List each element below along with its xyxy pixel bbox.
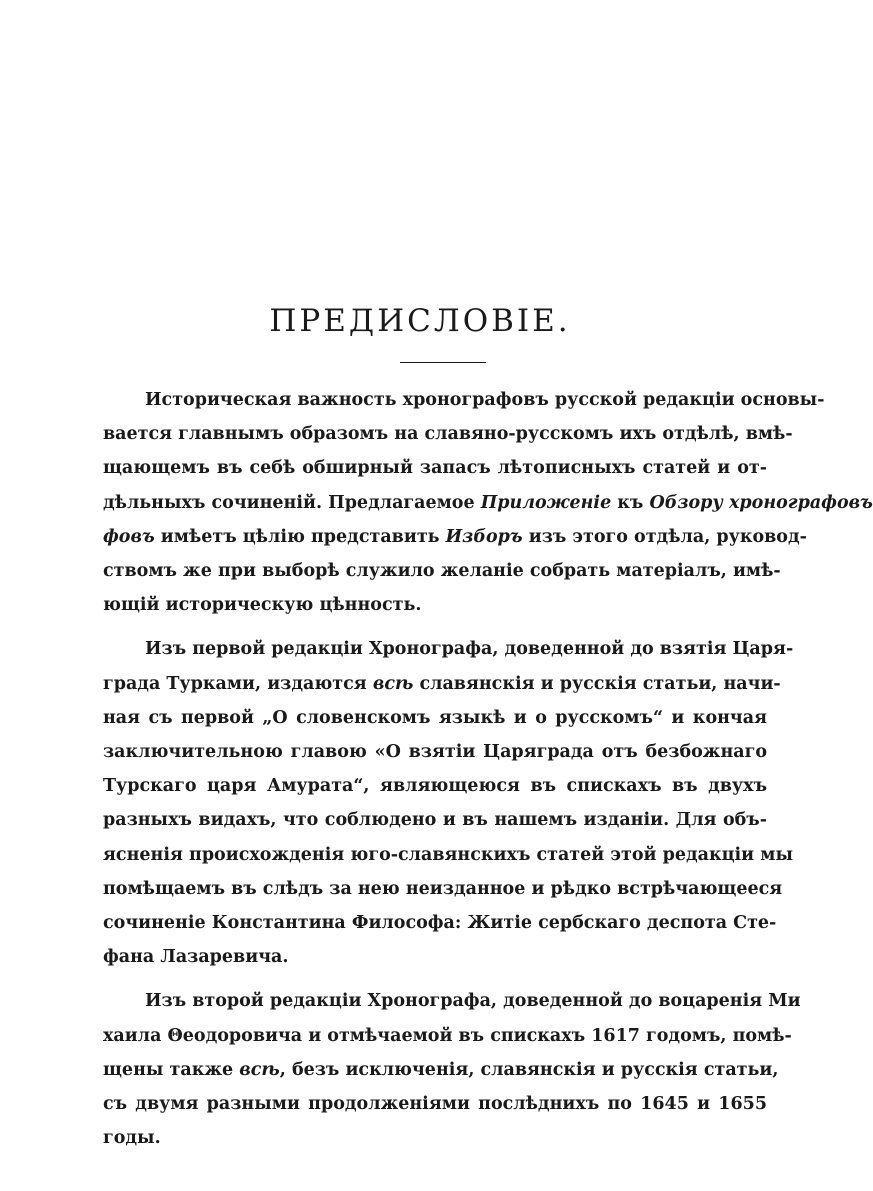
text-segment: съ двумя разными продолженіями послѣднихъ по 1645 и 1655 [103,1094,767,1115]
text-segment: дѣльныхъ сочиненій. Предлагаемое [103,492,481,513]
text-line [103,803,767,837]
text-segment: къ [611,492,650,513]
text-line [103,417,793,451]
text-line [103,1121,767,1155]
text-line [103,701,767,735]
text-line [103,520,807,554]
text-line [103,906,777,940]
text-line [103,984,801,1018]
paragraph [103,632,794,974]
text-line [103,1087,767,1121]
italic-segment: Изборъ [445,526,523,547]
italic-segment: всѣ [372,673,414,694]
page-title: ПРЕДИСЛОВІЕ. [269,303,571,339]
text-segment: хаила Θеодоровича и отмѣчаемой въ спискахъ 1617 годомъ, помѣ- [103,1025,792,1046]
text-segment: вается главнымъ образомъ на славяно-русскомъ ихъ отдѣлѣ, вмѣ- [103,424,793,445]
italic-segment: Обзору хронографовъ [649,492,873,513]
italic-segment: Приложеніе [480,492,612,513]
text-line [103,769,767,803]
text-segment: ясненія происхожденія юго-славянскихъ статей этой редакціи мы [103,844,794,865]
text-segment: помѣщаемъ въ слѣдъ за нею неизданное и рѣдко встрѣчающееся [103,878,783,899]
text-segment: Историческая важность хронографовъ русской редакціи основы- [145,390,825,410]
preface-text [103,383,873,1155]
text-segment: ствомъ же при выборѣ служило желаніе собрать матеріалъ, имѣ- [103,561,781,582]
text-segment: изъ этого отдѣла, руковод- [522,526,807,547]
title-divider [400,362,486,363]
text-segment: , безъ исключенія, славянскія и русскія статьи, [279,1059,779,1080]
text-segment: заключительною главою «О взятіи Царяграда отъ безбожнаго [103,742,767,763]
text-segment: Изъ первой редакціи Хронографа, доведенной до взятія Царя- [145,639,794,660]
text-segment: щены также [103,1059,240,1080]
text-line [103,1053,779,1087]
text-line [103,940,767,974]
text-segment: славянскія и русскія статьи, начи- [413,673,781,694]
text-segment: града Турками, издаются [103,673,373,694]
text-line [103,486,873,520]
text-segment: сочиненіе Константина Философа: Житіе сербскаго деспота Сте- [103,913,777,934]
text-segment: щающемъ въ себѣ обширный запасъ лѣтописныхъ статей и от- [103,458,767,479]
paragraph [103,383,873,622]
text-segment: фана Лазаревича. [103,947,289,968]
text-line [103,735,767,769]
text-segment: ная съ первой „О словенскомъ языкѣ и о русскомъ“ и кончая [103,707,767,728]
text-line [103,632,794,666]
text-segment: Турскаго царя Амурата“, являющеюся въ спискахъ въ двухъ [103,776,767,797]
text-line [103,554,781,588]
text-line [103,383,825,417]
text-segment: Изъ второй редакціи Хронографа, доведенной до воцаренія Ми [145,991,801,1012]
text-segment: ющій историческую цѣнность. [103,595,422,616]
text-segment: годы. [103,1128,161,1149]
italic-segment: всѣ [239,1059,280,1080]
italic-segment: фовъ [103,526,155,547]
text-line [103,872,783,906]
text-line [103,838,794,872]
text-segment: имѣетъ цѣлію представить [154,526,446,547]
text-line [103,451,767,485]
text-line [103,1019,792,1053]
paragraph [103,984,801,1155]
text-line [103,588,767,622]
text-line [103,667,781,701]
text-segment: разныхъ видахъ, что соблюдено и въ нашемъ изданіи. Для объ- [103,810,767,831]
